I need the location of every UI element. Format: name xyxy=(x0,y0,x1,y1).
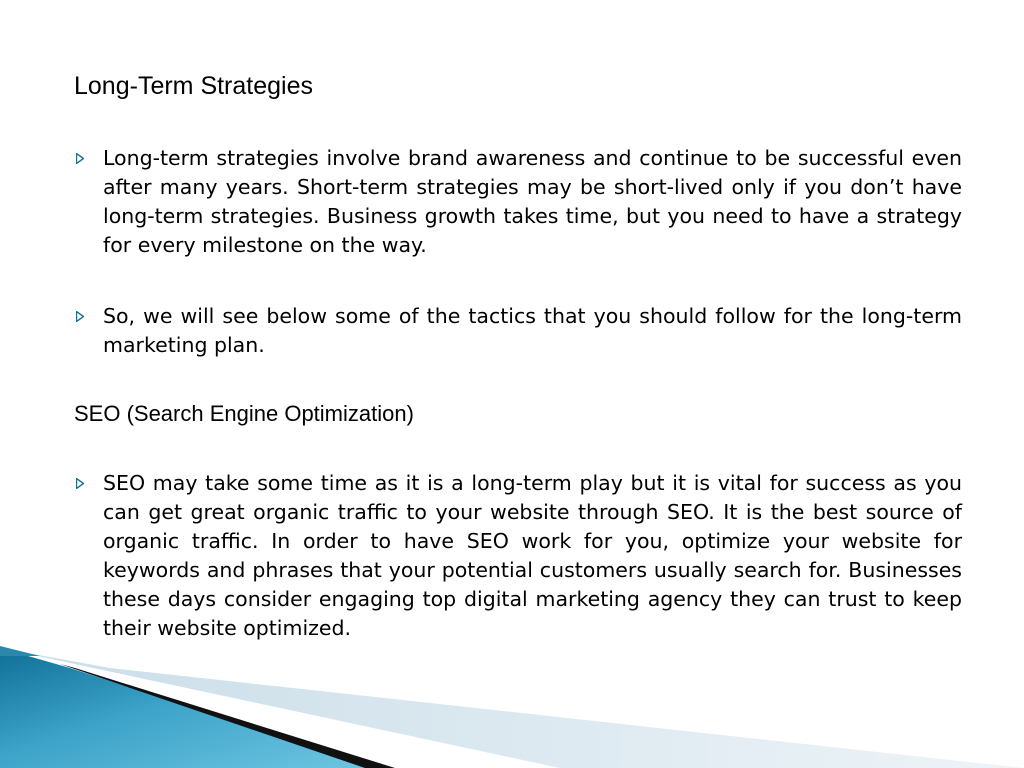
bullet-text: SEO may take some time as it is a long-term play but it is vital for success as you can get great organic traffic to your website through SEO. It is the best source of organic traffic. In order to have SEO work for you, optimize your website for keywords and phrases that your potential customers usually search for. Businesses these days consider engaging top digital marketing agency they can trust to keep their website optimized. xyxy=(103,471,962,640)
bullet-text: So, we will see below some of the tactics that you should follow for the long-term marketing plan. xyxy=(103,304,962,357)
triangle-right-icon xyxy=(74,144,103,173)
slide-heading-seo: SEO (Search Engine Optimization) xyxy=(74,401,414,426)
bullet-text: Long-term strategies involve brand awareness and continue to be successful even after many years. Short-term strategies may be short-lived only if you don’t have long-term strategies. Business growth takes time, but you need to have a strategy for every milestone on the way. xyxy=(103,146,962,257)
decorative-wave-graphic xyxy=(0,640,1024,768)
slide-heading-long-term-strategies: Long-Term Strategies xyxy=(74,72,314,100)
triangle-right-icon xyxy=(74,302,103,331)
bullet-item-long-term xyxy=(74,144,962,260)
triangle-right-icon xyxy=(74,469,103,498)
bullet-item-seo xyxy=(74,469,962,643)
bullet-item-tactics xyxy=(74,302,962,360)
